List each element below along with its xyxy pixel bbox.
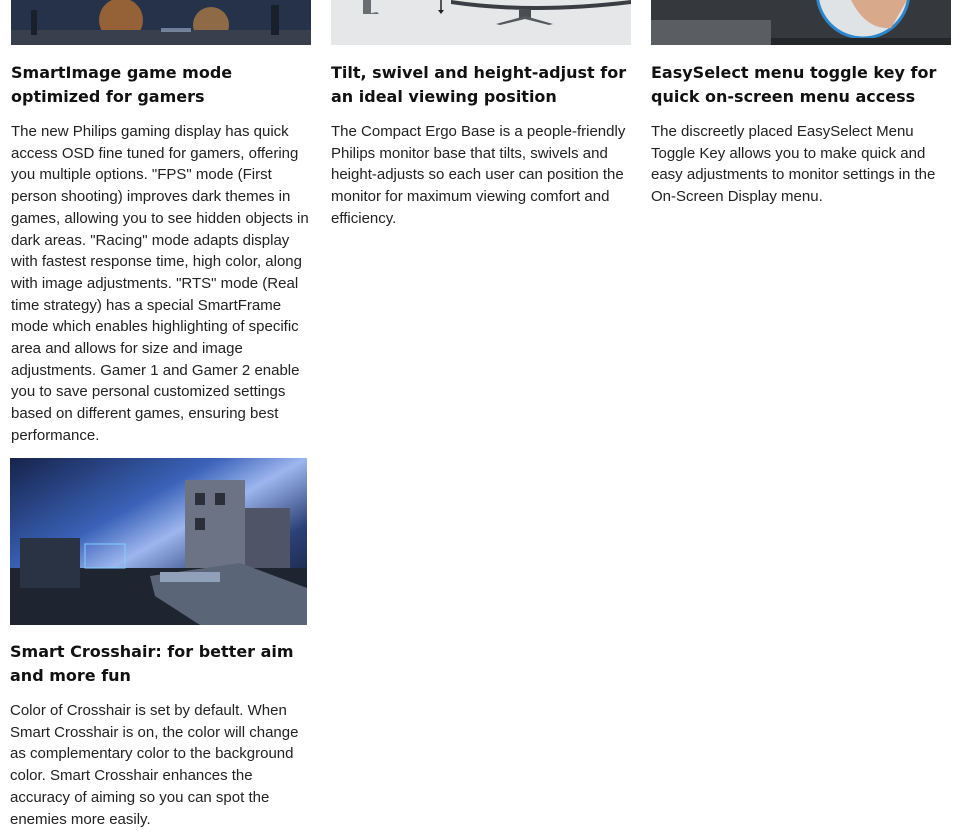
feature-title: EasySelect menu toggle key for quick on-screen menu access: [651, 63, 937, 106]
smartimage-game-mode-image: [11, 0, 311, 45]
hand-pressing-key-graphic: [651, 0, 951, 45]
feature-description: The new Philips gaming display has quick access OSD fine tuned for gamers, offering you multiple options. "FPS" mode (First person shooting) improves dark themes in games, allowing you to see hidden objects in dark areas. "Racing" mode adapts display with fastest response time, high color, along with image adjustments. "RTS" mode (Real time strategy) has a special SmartFrame mode which enables highlighting of specific area and allows for size and image adjustments. Gamer 1 and Gamer 2 enable you to save personal customized settings based on different games, ensuring best performance.: [11, 123, 309, 444]
easyselect-key-image: [651, 0, 951, 45]
feature-description: The discreetly placed EasySelect Menu Toggle Key allows you to make quick and easy adjustments to monitor settings in the On-Screen Display menu.: [651, 123, 936, 206]
feature-title: Tilt, swivel and height-adjust for an ideal viewing position: [331, 63, 627, 106]
smart-crosshair-image: [10, 458, 307, 625]
feature-title: Smart Crosshair: for better aim and more fun: [10, 642, 294, 685]
feature-title: SmartImage game mode optimized for gamers: [11, 63, 233, 106]
feature-description: Color of Crosshair is set by default. When Smart Crosshair is on, the color will change as complementary color to the background color. Smart Crosshair enhances the accuracy of aiming so you can spot the enemies more easily.: [10, 702, 299, 828]
fps-scene-graphic: [10, 458, 307, 625]
monitor-stand-graphic: [331, 0, 631, 45]
city-scene-graphic: [11, 0, 311, 45]
ergo-base-image: [331, 0, 631, 45]
feature-description: The Compact Ergo Base is a people-friendly Philips monitor base that tilts, swivels and height-adjusts so each user can position the monitor for maximum viewing comfort and efficiency.: [331, 123, 626, 227]
